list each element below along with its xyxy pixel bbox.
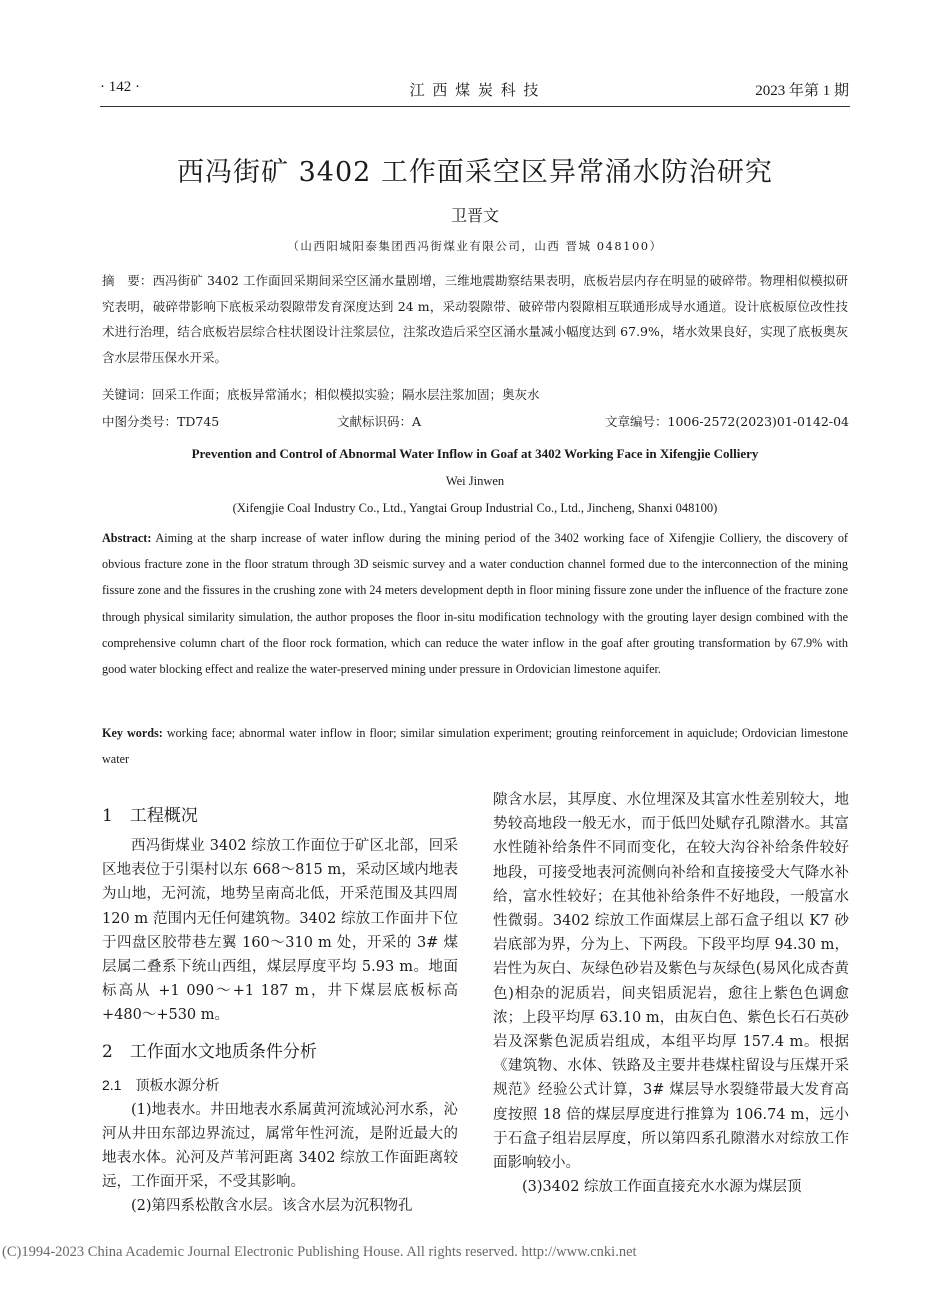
clc-number: 中图分类号：TD745 xyxy=(102,414,220,429)
abstract-en xyxy=(102,525,848,682)
author-name: 卫晋文 xyxy=(450,206,499,225)
quaternary-paragraph-continued: 隙含水层，其厚度、水位埋深及其富水性差别较大，地势较高地段一般无水，而于低凹处赋存孔隙潜水。其富水性随补给条件不同而变化，在较大沟谷补给条件较好地段，可接受地表河流侧向补给和直接接受大气降水补给，富水性较好；在其他补给条件不好地段，一般富水性微弱。3402 综放工作面煤层上部石盒子组以 K7 砂岩底部为界，分为上、下两段。下段平均厚 94.30 m，岩性为灰白、灰绿色砂岩及紫色与灰绿色(易风化成杏黄色)相杂的泥质岩，间夹铝质泥岩，愈往上紫色色调愈浓；上段平均厚 63.10 m，由灰白色、紫色长石石英砂岩及深紫色泥质岩组成，本组平均厚 157.4 m。根据《建筑物、水体、铁路及主要井巷煤柱留设与压煤开采规范》经验公式计算，3# 煤层导水裂缝带最大发育高度按照 18 倍的煤层厚度进行推算为 106.74 m，远小于石盒子组岩层厚度，所以第四系孔隙潜水对综放工作面影响较小。 xyxy=(493,792,849,1172)
english-author: Wei Jinwen xyxy=(445,474,505,488)
paper-title: 西冯街矿 3402 工作面采空区异常涌水防治研究 xyxy=(177,157,773,188)
page-number: · 142 · xyxy=(100,79,140,95)
issue-label: 2023 年第 1 期 xyxy=(755,83,849,99)
english-title: Prevention and Control of Abnormal Water Inflow in Goaf at 3402 Working Face in Xifengjie Colliery xyxy=(191,446,759,461)
affiliation: （山西阳城阳泰集团西冯街煤业有限公司，山西 晋城 048100） xyxy=(287,239,663,253)
copyright-footer: (C)1994-2023 China Academic Journal Electronic Publishing House. All rights reserved. http://www.cnki.net xyxy=(2,1244,637,1260)
subsection-2-1-heading: 2.1 顶板水源分析 xyxy=(102,1076,220,1093)
keywords-en-text: working face; abnormal water inflow in floor; similar simulation experiment; grouting reinforcement in aquiclude; Ordovician limestone water xyxy=(102,726,849,767)
body-left-column xyxy=(102,798,458,1219)
abstract-cn-label: 摘 要： xyxy=(102,273,153,288)
body-right-column xyxy=(493,788,849,1199)
surface-water-paragraph: (1)地表水。井田地表水系属黄河流域沁河水系，沁河从井田东部边界流过，属常年性河流，是附近最大的地表水体。沁河及芦苇河距离 3402 综放工作面距离较远，工作面开采，不受其影响。 xyxy=(102,1101,458,1191)
document-code: 文献标识码：A xyxy=(337,414,422,429)
abstract-cn xyxy=(102,268,848,370)
keywords-cn-label: 关键词： xyxy=(102,387,153,402)
abstract-en-text: Aiming at the sharp increase of water inflow during the mining period of the 3402 working face of Xifengjie Colliery, the discovery of obvious fracture zone in the floor stratum through 3D seismic survey and a water conduction channel formed due to the interconnection of the mining fissure zone and the fissures in the crushing zone with 24 meters development depth in floor mining fissure zone under the influence of the fracture zone through physical similarity simulation, the author proposes the floor in-situ modification technology with the grouting layer design combined with the comprehensive column chart of the floor rock formation, which can reduce the water inflow in the goaf after grouting transformation by 67.9% with good water blocking effect and realize the water-preserved mining under pressure in Ordovician limestone aquifer. xyxy=(102,531,848,677)
section-1-paragraph: 西冯街煤业 3402 综放工作面位于矿区北部，回采区地表位于引渠村以东 668～815 m，采动区域内地表为山地，无河流，地势呈南高北低，开采范围及其四周 120 m 范围内无任何建筑物。3402 综放工作面井下位于四盘区胶带巷左翼 160～310 m 处，开采的 3# 煤层属二叠系下统山西组，煤层厚度平均 5.93 m。地面标高从 +1 090～+1 187 m，井下煤层底板标高 +480～+530 m。 xyxy=(102,838,458,1024)
keywords-en-label: Key words: xyxy=(102,726,163,740)
abstract-cn-text: 西冯街矿 3402 工作面回采期间采空区涌水量剧增，三维地震勘察结果表明，底板岩层内存在明显的破碎带。物理相似模拟研究表明，破碎带影响下底板采动裂隙带发育深度达到 24 m，采动裂隙带、破碎带内裂隙相互联通形成导水通道。设计底板原位改性技术进行治理，结合底板岩层综合柱状图设计注浆层位，注浆改造后采空区涌水量减小幅度达到 67.9%，堵水效果良好，实现了底板奥灰含水层带压保水开采。 xyxy=(102,273,848,365)
keywords-cn xyxy=(102,382,848,408)
section-1-heading: 1 工程概况 xyxy=(102,806,198,826)
english-affiliation: (Xifengjie Coal Industry Co., Ltd., Yangtai Group Industrial Co., Ltd., Jincheng, Shanxi 048100) xyxy=(232,501,718,515)
keywords-cn-text: 回采工作面；底板异常涌水；相似模拟实验；隔水层注浆加固；奥灰水 xyxy=(152,387,540,402)
abstract-en-label: Abstract: xyxy=(102,531,152,545)
journal-name: 江 西 煤 炭 科 技 xyxy=(409,83,541,99)
header-rule xyxy=(100,106,850,107)
direct-water-source-paragraph: (3)3402 综放工作面直接充水水源为煤层顶 xyxy=(522,1179,802,1196)
keywords-en xyxy=(102,720,848,772)
article-number: 文章编号：1006-2572(2023)01-0142-04 xyxy=(605,414,849,429)
section-2-heading: 2 工作面水文地质条件分析 xyxy=(102,1041,317,1062)
quaternary-paragraph-start: (2)第四系松散含水层。该含水层为沉积物孔 xyxy=(131,1198,413,1215)
